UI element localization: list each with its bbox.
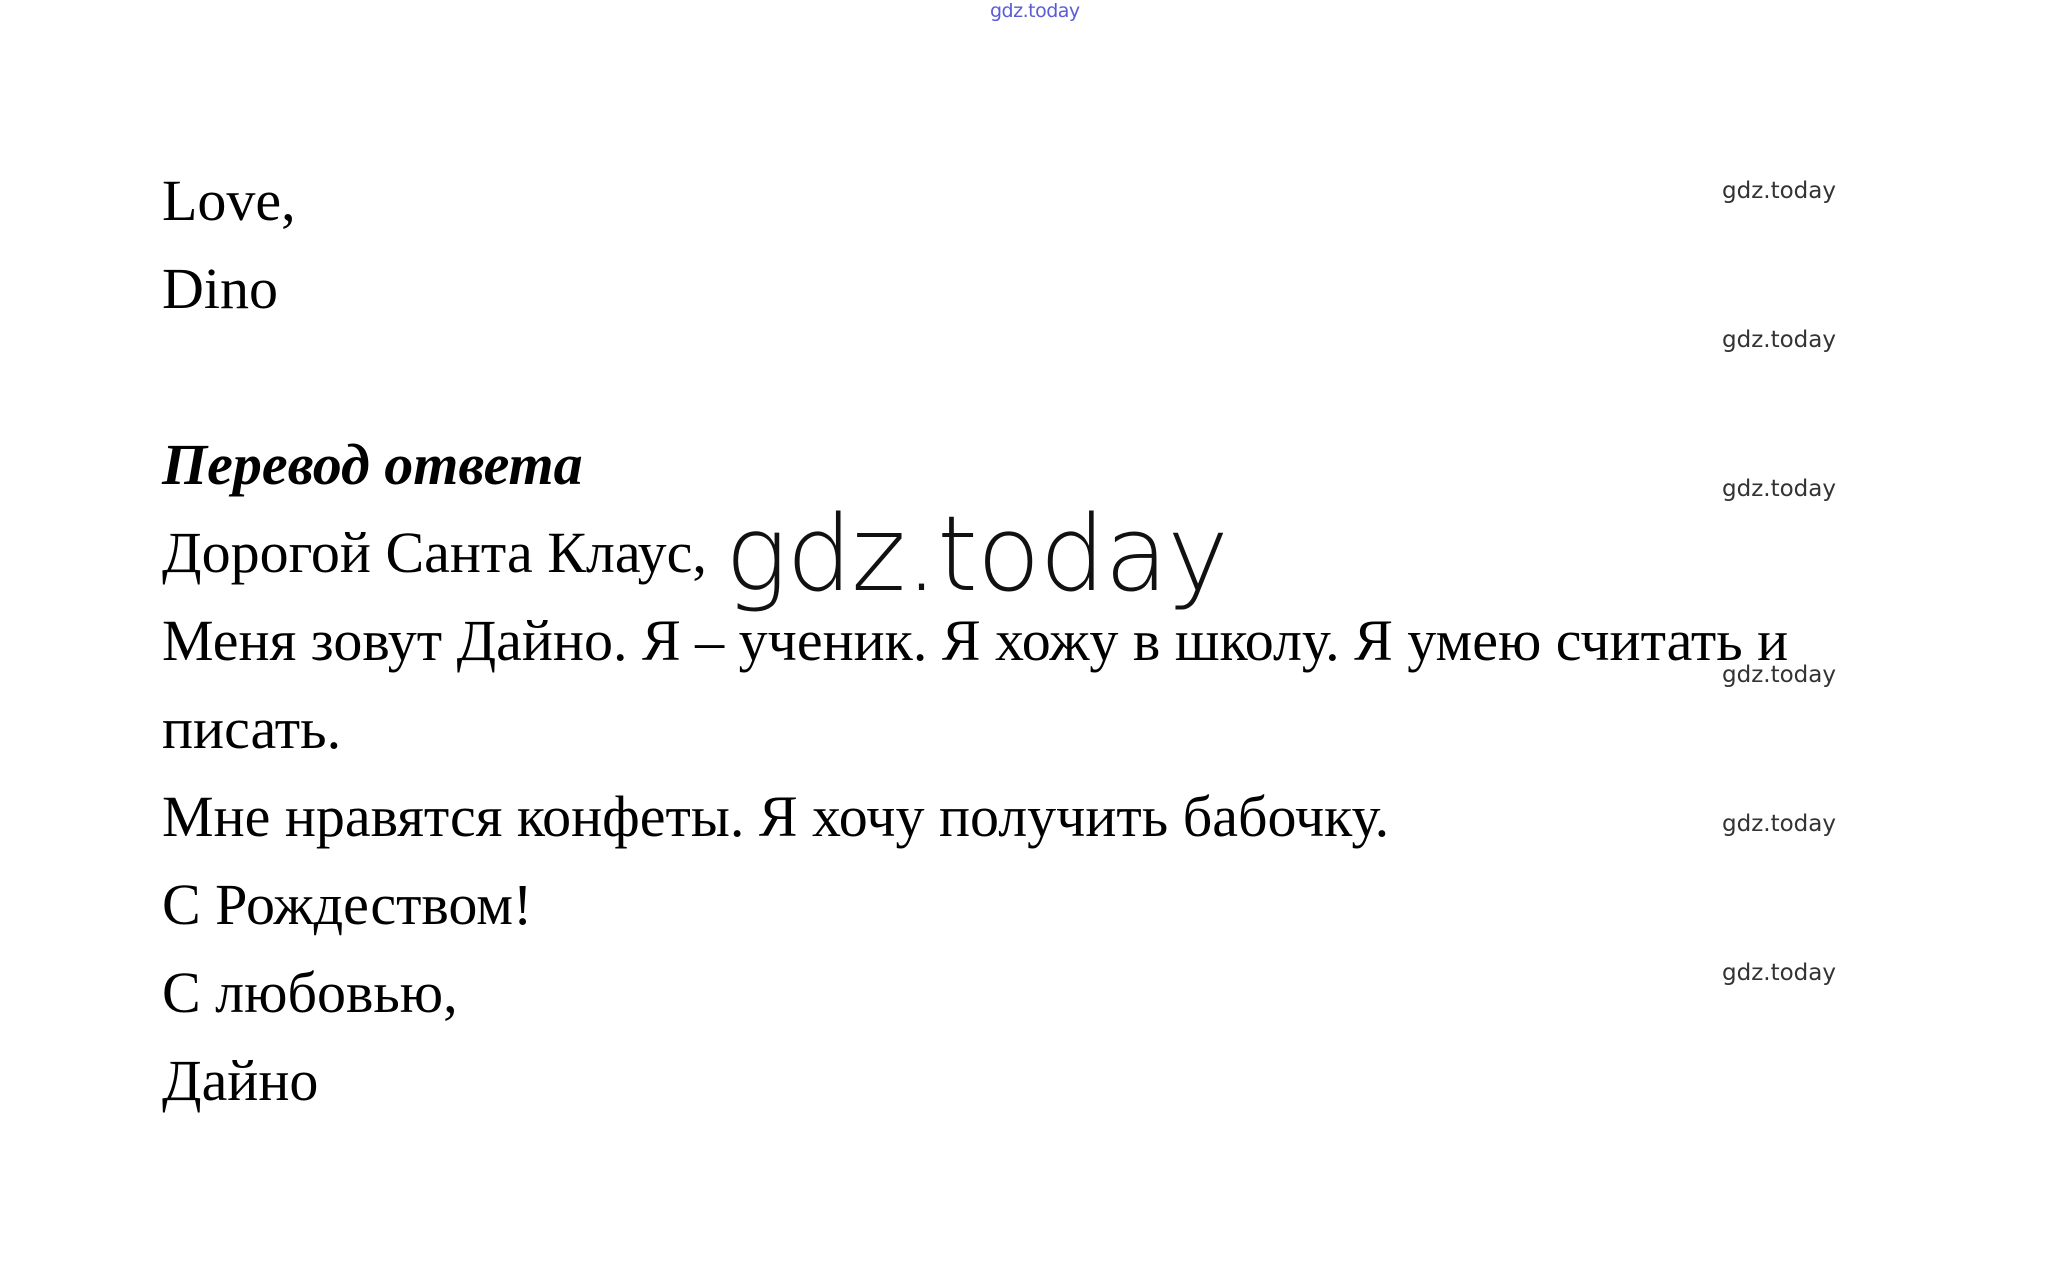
side-watermark: gdz.today [1722,960,1836,986]
translation-signature: Дайно [162,1048,319,1113]
side-watermark: gdz.today [1722,327,1836,353]
large-watermark: gdz.today [725,493,1228,615]
translation-line-1: Меня зовут Дайно. Я – ученик. Я хожу в школу. Я умею считать и [162,608,1789,673]
english-closing: Love, [162,168,296,233]
translation-heading: Перевод ответа [162,432,583,497]
translation-wish: С Рождеством! [162,872,533,937]
english-signature: Dino [162,256,278,321]
translation-greeting: Дорогой Санта Клаус, [162,520,707,585]
side-watermark: gdz.today [1722,178,1836,204]
translation-line-2: писать. [162,696,342,761]
translation-closing: С любовью, [162,960,458,1025]
translation-line-3: Мне нравятся конфеты. Я хочу получить бабочку. [162,784,1390,849]
side-watermark: gdz.today [1722,662,1836,688]
side-watermark: gdz.today [1722,476,1836,502]
side-watermark: gdz.today [1722,811,1836,837]
top-watermark: gdz.today [990,0,1080,22]
